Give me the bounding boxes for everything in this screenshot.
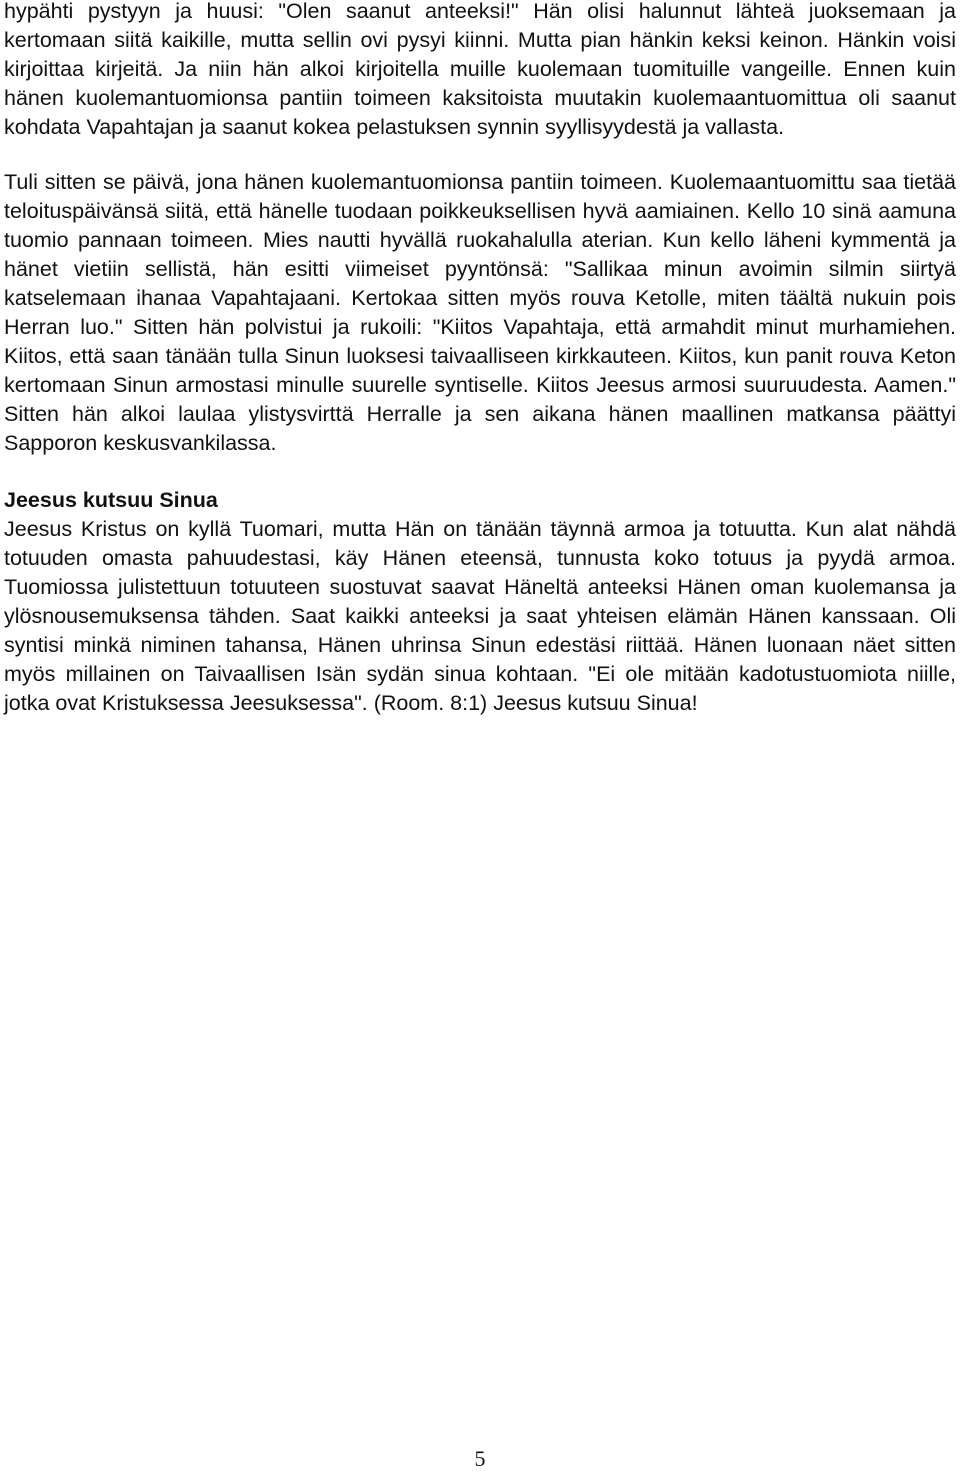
paragraph-sentence-letters: hypähti pystyyn ja huusi: "Olen saanut anteeksi!" Hän olisi halunnut lähteä juoksemaan ja kertomaan siitä kaikille, mutta sellin ovi pysyi kiinni. Mutta pian hänkin keksi keinon. Hänkin voisi kirjoittaa kirjeitä. Ja niin hän alkoi kirjoitella muille kuolemaan tuomituille vangeille. Ennen kuin hänen kuolemantuomionsa pantiin toimeen kaksitoista muutakin kuolemaantuomittua oli saanut kohdata Vapahtajan ja saanut kokea pelastuksen synnin syyllisyydestä ja vallasta.	[4, 0, 956, 139]
paragraph-invitation: Jeesus Kristus on kyllä Tuomari, mutta Hän on tänään täynnä armoa ja totuutta. Kun alat nähdä totuuden omasta pahuudestasi, käy Hänen eteensä, tunnusta koko totuus ja pyydä armoa. Tuomiossa julistettuun totuuteen suostuvat saavat Häneltä anteeksi Hänen oman kuolemansa ja ylösnousemuksensa tähden. Saat kaikki anteeksi ja saat yhteisen elämän Hänen kanssaan. Oli syntisi minkä niminen tahansa, Hänen uhrinsa Sinun edestäsi riittää. Hänen luonaan näet sitten myös millainen on Taivaallisen Isän sydän sinua kohtaan. "Ei ole mitään kadotustuomiota niille, jotka ovat Kristuksessa Jeesuksessa". (Room. 8:1) Jeesus kutsuu Sinua!	[4, 517, 956, 715]
page-number: 5	[474, 1446, 486, 1471]
document-page	[4, 0, 956, 718]
section-heading: Jeesus kutsuu Sinua	[4, 488, 218, 512]
paragraph-execution-day: Tuli sitten se päivä, jona hänen kuolemantuomionsa pantiin toimeen. Kuolemaantuomittu saa tietää teloituspäivänsä siitä, että hänelle tuodaan poikkeuksellisen hyvä aamiainen. Kello 10 sinä aamuna tuomio pannaan toimeen. Mies nautti hyvällä ruokahalulla aterian. Kun kello läheni kymmentä ja hänet vietiin sellistä, hän esitti viimeiset pyyntönsä: "Sallikaa minun avoimin silmin siirtyä katselemaan ihanaa Vapahtajaani. Kertokaa sitten myös rouva Ketolle, miten täältä nukuin pois Herran luo." Sitten hän polvistui ja rukoili: "Kiitos Vapahtaja, että armahdit minut murhamiehen. Kiitos, että saan tänään tulla Sinun luoksesi taivaalliseen kirkkauteen. Kiitos, kun panit rouva Keton kertomaan Sinun armostasi minulle suurelle syntiselle. Kiitos Jeesus armosi suuruudesta. Aamen." Sitten hän alkoi laulaa ylistysvirttä Herralle ja sen aikana hänen maallinen matkansa päättyi Sapporon keskusvankilassa.	[4, 170, 956, 455]
